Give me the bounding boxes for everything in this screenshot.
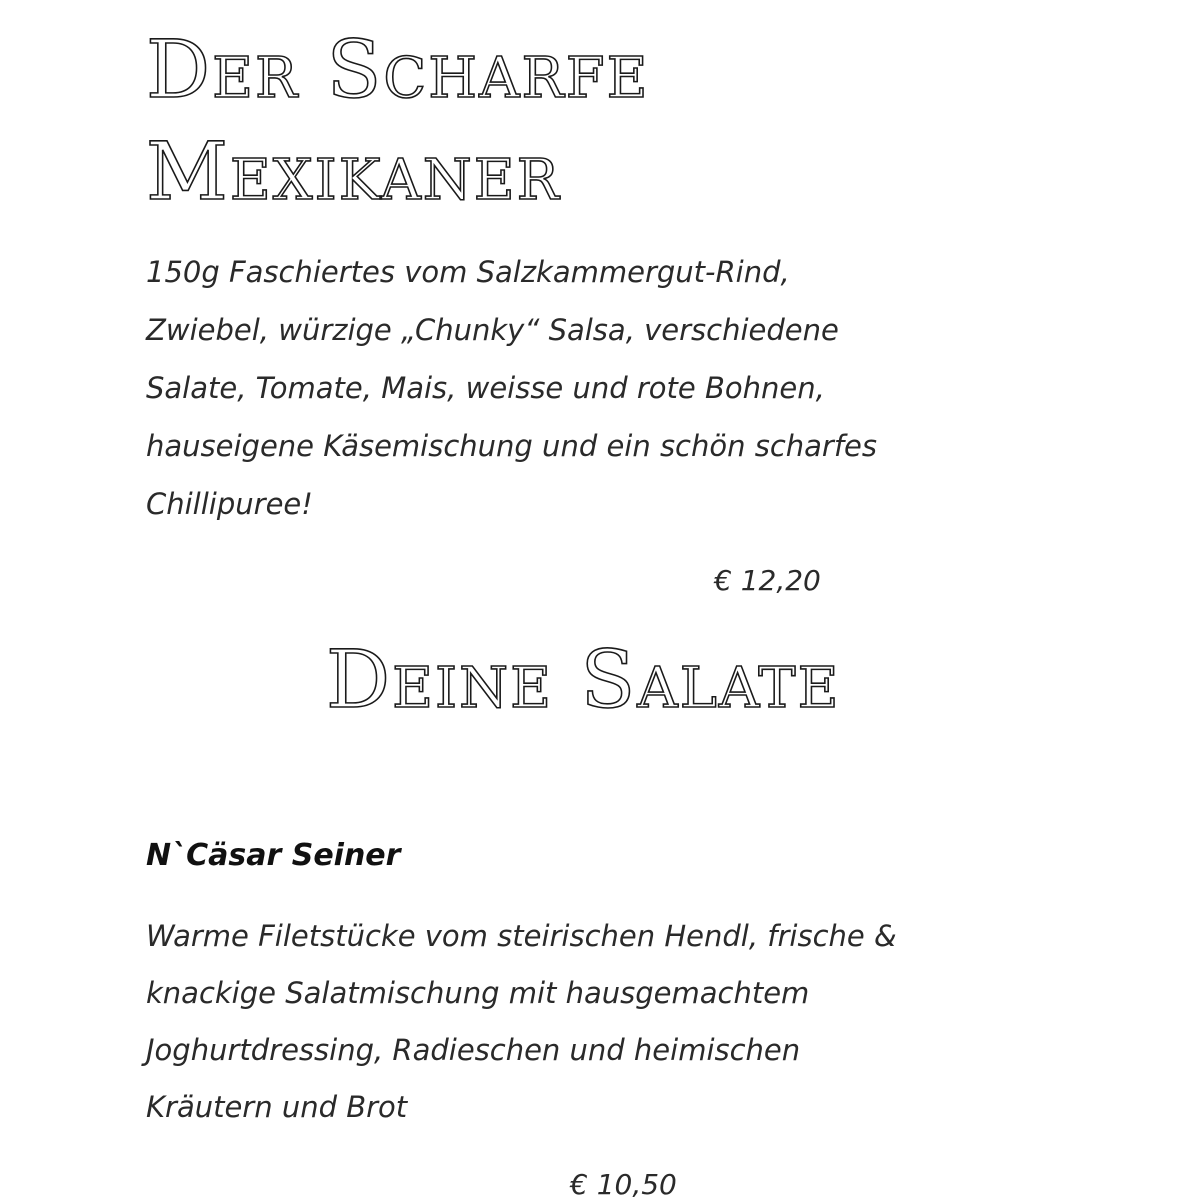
burger-description-line: 150g Faschiertes vom Salzkammergut-Rind, xyxy=(146,255,790,289)
salad-description-line: Kräutern und Brot xyxy=(146,1090,408,1124)
burger-title-line2: Mexikaner xyxy=(146,125,561,218)
salad-item-price: € 10,50 xyxy=(570,1168,677,1201)
salads-section-title: Deine Salate xyxy=(326,633,841,726)
burger-description-line: Zwiebel, würzige „Chunky“ Salsa, verschiedene xyxy=(146,313,839,347)
burger-description-line: Salate, Tomate, Mais, weisse und rote Bohnen, xyxy=(146,371,825,405)
salad-description-line: knackige Salatmischung mit hausgemachtem xyxy=(146,976,810,1010)
burger-description-line: Chillipuree! xyxy=(146,487,313,521)
salad-item-description xyxy=(146,908,897,1136)
salad-item-name: N`Cäsar Seiner xyxy=(146,838,401,873)
burger-description-line: hauseigene Käsemischung und ein schön scharfes xyxy=(146,429,878,463)
burger-price: € 12,20 xyxy=(714,564,821,597)
burger-description xyxy=(146,243,877,533)
salad-description-line: Joghurtdressing, Radieschen und heimischen xyxy=(146,1033,801,1067)
salad-description-line: Warme Filetstücke vom steirischen Hendl, frische & xyxy=(146,919,897,953)
burger-title-line1: Der Scharfe xyxy=(146,23,650,116)
